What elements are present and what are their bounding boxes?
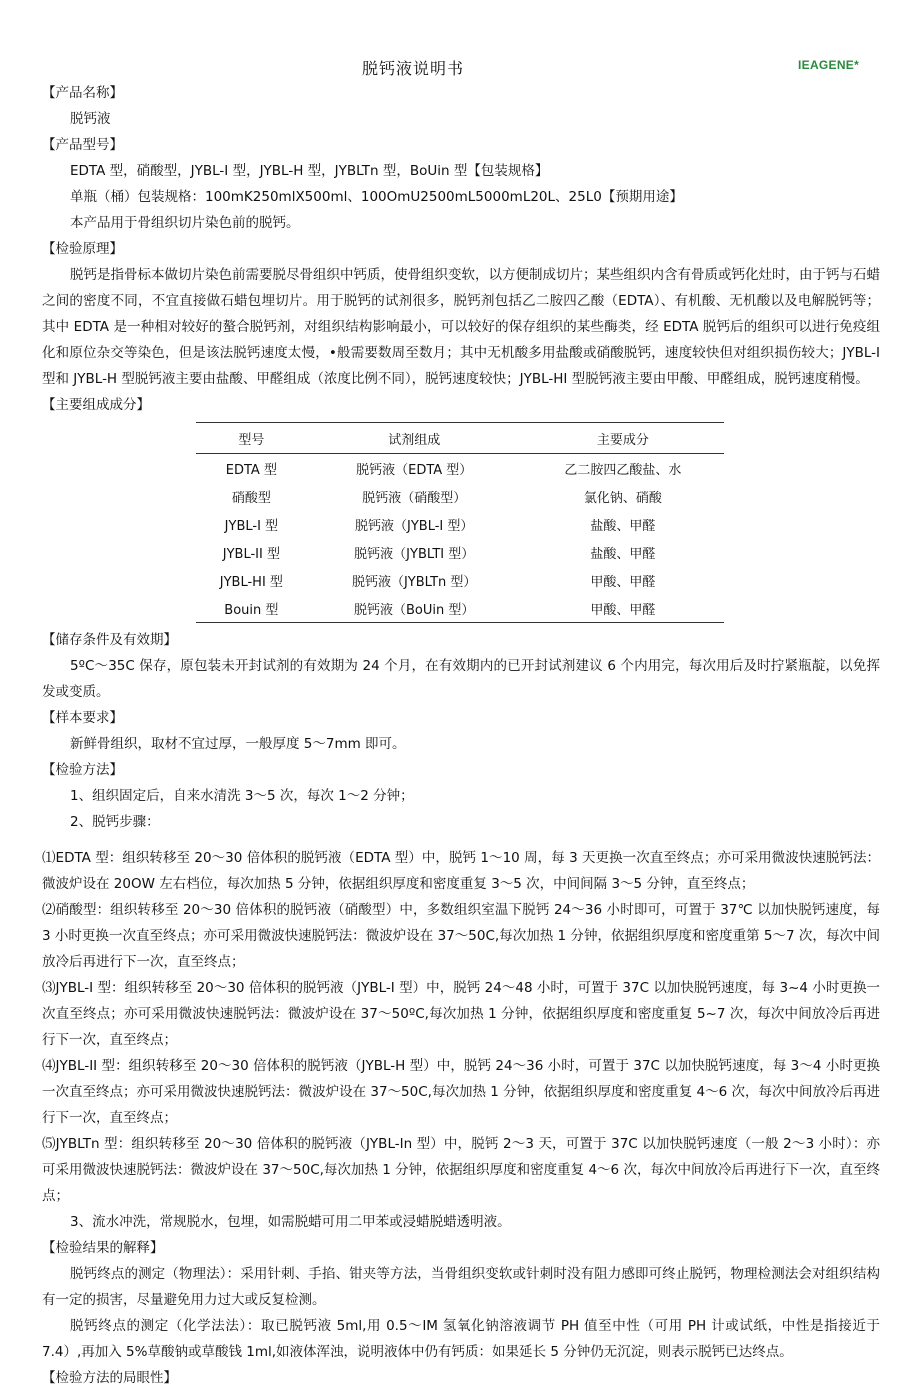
table-row [196,594,724,623]
section-heading-interpretation: 【检验结果的解释】 [42,1240,164,1256]
method-substep-nitric: ⑵硝酸型：组织转移至 20～30 倍体积的脱钙液（硝酸型）中，多数组织室温下脱钙 24～36 小时即可，可置于 37℃ 以加快脱钙速度，每 3 小时更换一次直至终点；亦可采用微波快速脱钙法：微波炉设在 37～50C,每次加热 1 分钟，依据组织厚度和密度重第 5～7 次，每次中间放冷后再进行下一次，直至终点； [42,902,880,970]
section-heading-composition: 【主要组成成分】 [42,397,150,413]
composition-table [196,422,724,623]
column-header: 试剂组成 [307,423,522,454]
table-cell: Bouin 型 [224,602,279,618]
section-heading-storage: 【储存条件及有效期】 [42,632,177,648]
document-body [42,80,880,1391]
column-header: 主要成分 [522,423,724,454]
table-cell: 盐酸、甲醛 [590,546,656,562]
method-substep-edta: ⑴EDTA 型：组织转移至 20～30 倍体积的脱钙液（EDTA 型）中，脱钙 1～10 周，每 3 天更换一次直至终点；亦可采用微波快速脱钙法：微波炉设在 20OW 左右档位，每次加热 5 分钟，依据组织厚度和密度重复 3～5 次，中间间隔 3～5 分钟，直至终点； [42,850,880,892]
table-row [196,454,724,483]
method-step-3: 3、流水冲洗，常规脱水，包埋，如需脱蜡可用二甲苯或浸蜡脱蜡透明液。 [70,1214,511,1230]
brand-logo: IEAGENE* [798,58,860,72]
table-cell: 甲酸、甲醛 [590,574,656,590]
method-substep-jybl-i: ⑶JYBL-I 型：组织转移至 20～30 倍体积的脱钙液（JYBL-I 型）中，脱钙 24～48 小时，可置于 37C 以加快脱钙速度，每 3~4 小时更换一次直至终点；亦可采用微波快速脱钙法：微波炉设在 37～50ºC,每次加热 1 分钟，依据组织厚度和密度重复 5~7 次，每次中间放冷后再进行下一次，直至终点； [42,980,880,1048]
table-cell: 甲酸、甲醛 [590,602,656,618]
method-step-2: 2、脱钙步骤： [70,814,160,830]
interpretation-chemical: 脱钙终点的测定（化学法法）：取已脱钙液 5ml,用 0.5～IM 氢氧化钠溶液调节 PH 值至中性（可用 PH 计或试纸，中性是指接近于 7.4）,再加入 5%草酸钠或草酸钱 1ml,如液体浑浊，说明液体中仍有钙质：如果延长 5 分钟仍无沉淀，则表示脱钙已达终点。 [42,1318,880,1360]
table-cell: 脱钙液（EDTA 型） [356,462,473,478]
section-heading-limitation: 【检验方法的局眼性】 [42,1370,177,1386]
package-spec-line: 单瓶（桶）包装规格：100mK250mlX500ml、100OmU2500mL5000mL20L、25L0【预期用途】 [70,189,683,205]
product-model-line: EDTA 型，硝酸型，JYBL-I 型，JYBL-H 型，JYBLTn 型，BoUin 型【包装规格】 [70,163,549,179]
method-substep-jybl-ii: ⑷JYBL-II 型：组织转移至 20～30 倍体积的脱钙液（JYBL-H 型）中，脱钙 24～36 小时，可置于 37C 以加快脱钙速度，每 3～4 小时更换一次直至终点；亦可采用微波快速脱钙法：微波炉设在 37～50C,每次加热 1 分钟，依据组织厚度和密度重复 4～6 次，每次中间放冷后再进行下一次，直至终点； [42,1058,880,1126]
section-heading-product-model: 【产品型号】 [42,137,123,153]
table-cell: JYBL-HI 型 [219,574,283,590]
method-step-1: 1、组织固定后，自来水清洗 3～5 次，每次 1～2 分钟； [70,788,414,804]
section-heading-principle: 【检验原理】 [42,241,123,257]
table-header-row [196,423,724,454]
spacer [42,835,880,845]
interpretation-physical: 脱钙终点的测定（物理法）：采用针刺、手掐、钳夹等方法，当骨组织变软或针刺时没有阻力感即可终止脱钙，物理检测法会对组织结构有一定的损害，尽量避免用力过大或反复检测。 [42,1266,880,1308]
table-row [196,566,724,594]
table-cell: 脱钙液（JYBLTn 型） [351,574,477,590]
table-cell: 硝酸型 [231,490,271,506]
document-title: 脱钙液说明书 [361,59,464,78]
section-heading-method: 【检验方法】 [42,762,123,778]
product-name-text: 脱钙液 [70,111,111,127]
table-cell: 乙二胺四乙酸盐、水 [564,462,682,478]
table-cell: 盐酸、甲醛 [590,518,656,534]
intended-use-line: 本产品用于骨组织切片染色前的脱钙。 [70,215,300,231]
section-heading-sample: 【样本要求】 [42,710,123,726]
section-heading-product-name: 【产品名称】 [42,85,123,101]
sample-text: 新鲜骨组织，取材不宜过厚，一般厚度 5～7mm 即可。 [70,736,406,752]
column-header: 型号 [196,423,307,454]
table-cell: EDTA 型 [225,462,277,478]
storage-paragraph: 5ºC～35C 保存，原包装未开封试剂的有效期为 24 个月，在有效期内的已开封试剂建议 6 个内用完，每次用后及时拧紧瓶靛，以免挥发或变质。 [42,658,880,700]
table-row [196,510,724,538]
table-cell: 脱钙液（BoUin 型） [354,602,475,618]
table-row [196,482,724,510]
table-row [196,538,724,566]
table-cell: 脱钙液（JYBL-I 型） [355,518,474,534]
principle-paragraph: 脱钙是指骨标本做切片染色前需要脱尽骨组织中钙质，使骨组织变软，以方便制成切片；某些组织内含有骨质或钙化灶时，由于钙与石蜡之间的密度不同，不宜直接做石蜡包埋切片。用于脱钙的试剂很多，脱钙剂包括乙二胺四乙酸（EDTA）、有机酸、无机酸以及电解脱钙等；其中 EDTA 是一种相对较好的螯合脱钙剂，对组织结构影响最小，可以较好的保存组织的某些酶类，经 EDTA 脱钙后的组织可以进行免疫组化和原位杂交等染色，但是该法脱钙速度太慢，•般需要数周至数月；其中无机酸多用盐酸或硝酸脱钙，速度较快但对组织损伤较大；JYBL-I 型和 JYBL-H 型脱钙液主要由盐酸、甲醛组成（浓度比例不同），脱钙速度较快；JYBL-HI 型脱钙液主要由甲酸、甲醛组成，脱钙速度稍慢。 [42,267,880,387]
table-cell: JYBL-II 型 [222,546,280,562]
table-cell: 脱钙液（JYBLTI 型） [354,546,475,562]
table-cell: 脱钙液（硝酸型） [362,490,467,506]
table-cell: JYBL-I 型 [224,518,279,534]
table-cell: 氯化钠、硝酸 [583,490,662,506]
method-substep-jybl-iii: ⑸JYBLTn 型：组织转移至 20～30 倍体积的脱钙液（JYBL-In 型）中，脱钙 2～3 天，可置于 37C 以加快脱钙速度（一般 2～3 小时）：亦可采用微波快速脱钙法：微波炉设在 37～50C,每次加热 1 分钟，依据组织厚度和密度重复 4～6 次，每次中间放冷后再进行下一次，直至终点； [42,1136,880,1204]
